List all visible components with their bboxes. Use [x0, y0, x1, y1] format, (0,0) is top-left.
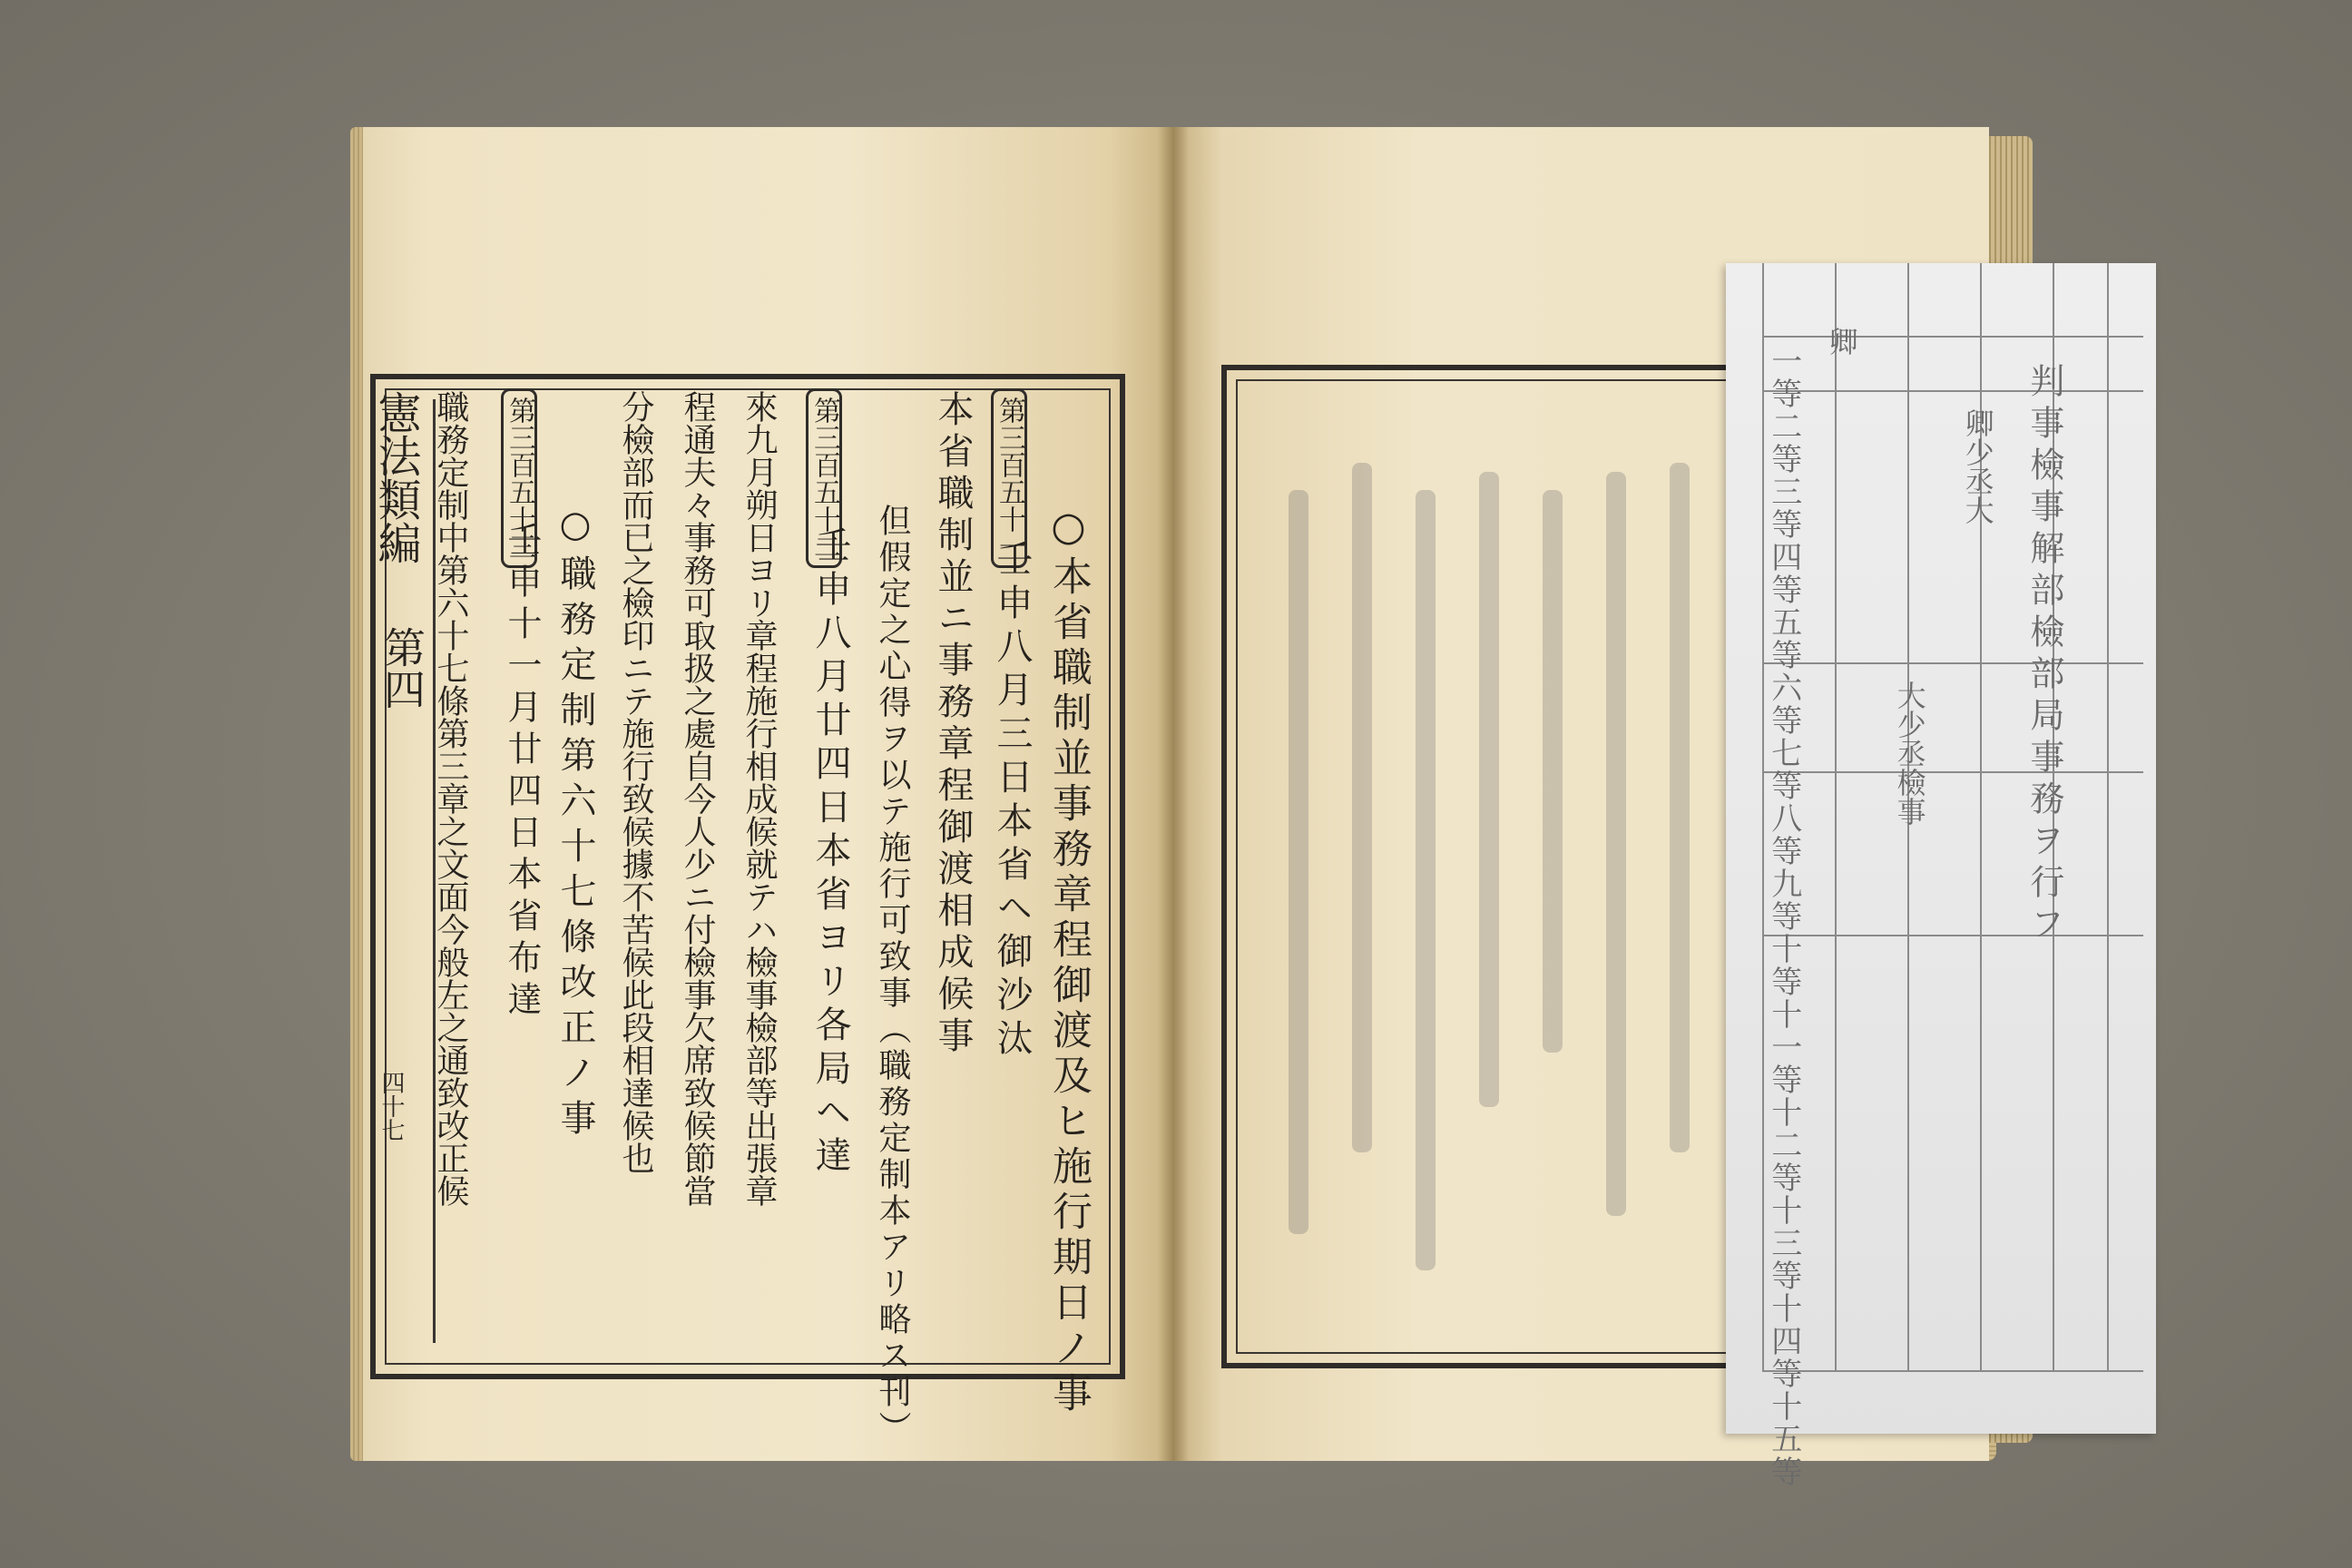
- book-gutter: [1158, 127, 1189, 1461]
- volume-label: 第四: [377, 626, 426, 710]
- slip-column: 卿: [1824, 327, 1859, 356]
- text-column: ○職務定制第六十七條改正ノ事: [554, 504, 596, 1144]
- page-number: 四十七: [377, 1071, 405, 1142]
- slip-column: 卿少丞大: [1960, 408, 1995, 524]
- text-column: 壬申八月三日本省ヘ御沙汰: [991, 540, 1033, 1063]
- slip-column: 大少丞檢事: [1892, 681, 1927, 826]
- text-column: 職務定制中第六十七條第三章之文面今般左之通致改正候: [432, 390, 469, 1207]
- text-column: 程通夫々事務可取扱之處自今人少ニ付檢事欠席致候節當: [679, 390, 716, 1207]
- text-column: 來九月朔日ヨリ章程施行相成候就テハ檢事檢部等出張章: [740, 390, 778, 1207]
- article-label-352: 第三百五十二: [806, 388, 842, 568]
- text-column: 分檢部而已之檢印ニテ施行致候據不苦候此段相達候也: [617, 390, 654, 1174]
- article-label-351: 第三百五十一: [991, 388, 1027, 568]
- slip-column: 判事檢事解部檢部局事務ヲ行フ: [2024, 363, 2064, 947]
- show-through-marks: [1234, 381, 1742, 1343]
- slip-column: 一等二等三等四等五等六等七等八等九等十等十一等十二等十三等十四等十五等: [1765, 345, 1802, 1488]
- insert-slip: [1726, 263, 2156, 1488]
- text-column: ○本省職制並事務章程御渡及ヒ施行期日ノ事: [1045, 504, 1092, 1417]
- text-column: 本省職制並ニ事務章程御渡相成候事: [932, 390, 974, 1058]
- text-column: 壬申十一月廿四日本省布達: [502, 522, 542, 1023]
- running-title: 憲法類編: [370, 390, 421, 564]
- text-column: 但假定之心得ヲ以テ施行可致事（職務定制本アリ略ス刊）: [874, 504, 911, 1447]
- article-label-353: 第三百五十三: [501, 388, 537, 568]
- slip-table-grid: [1762, 263, 2143, 1370]
- text-column: 壬申八月廿四日本省ヨリ各局ヘ達: [809, 526, 851, 1180]
